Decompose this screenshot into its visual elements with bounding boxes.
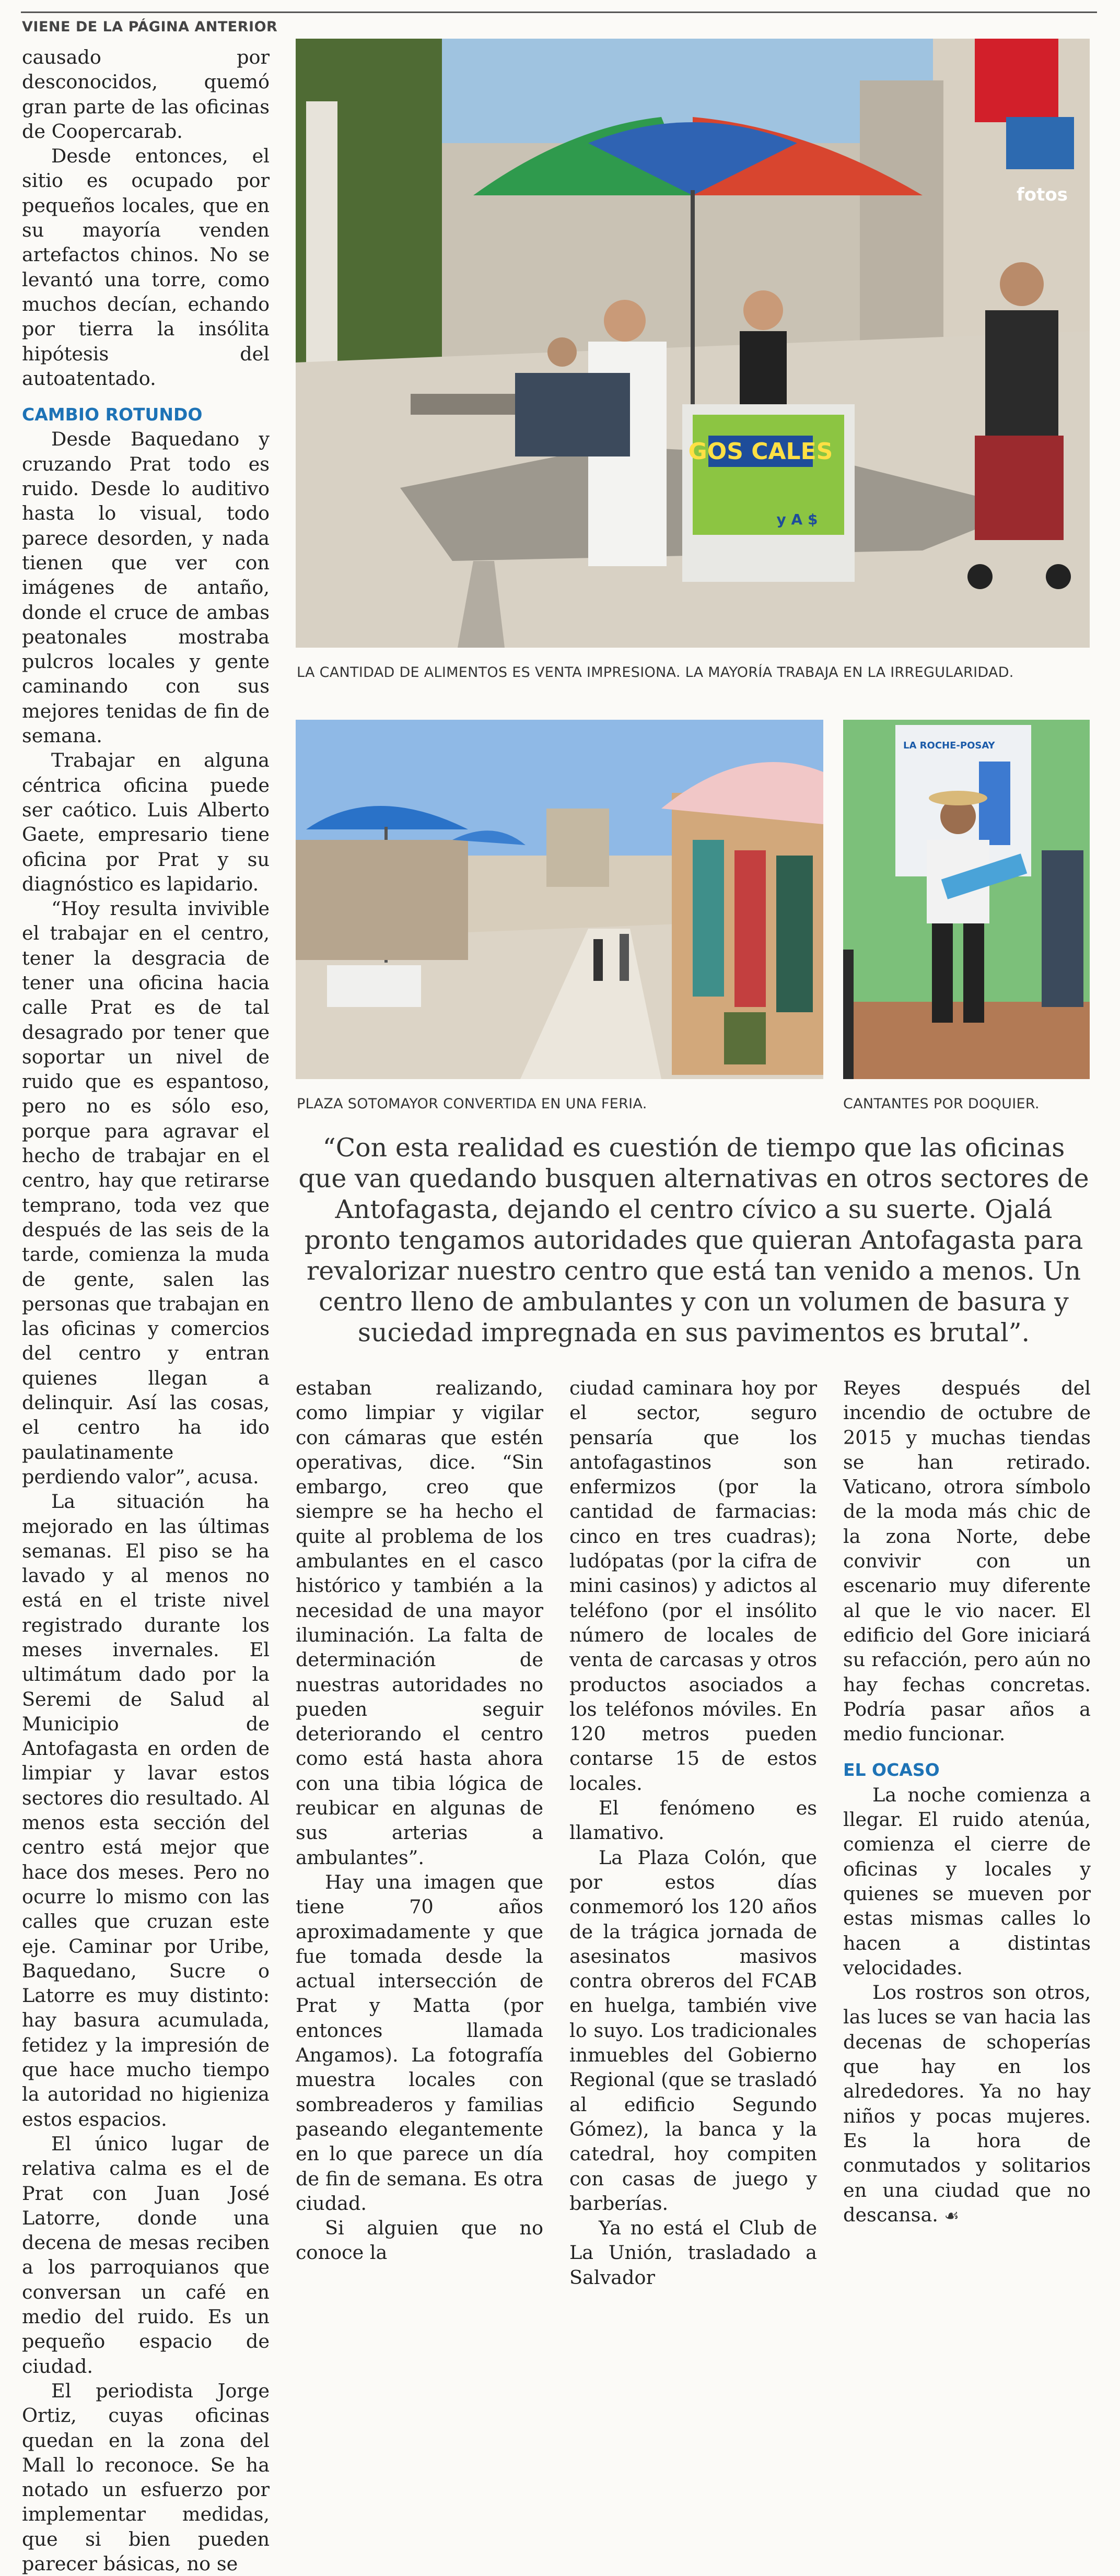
paragraph: El único lugar de relativa calma es el de Prat con Juan José Latorre, donde una decena de mesas reciben a los parroquianos que conversan un café en medio del ruido. Es un pequeño espacio de ciudad. — [22, 2132, 270, 2378]
paragraph: “Hoy resulta invivible el trabajar en el centro, tener la desgracia de tener una oficina hacia calle Prat es de tal desagrado por tener que soportar un nivel de ruido que es espantoso, pero no es sólo eso, porque para agravar el hecho de trabajar en el centro, hay que retirarse temprano, toda vez que después de las seis de la tarde, comienza la muda de gente, salen las personas que trabajan en las oficinas y comercios del centro y entran quienes llegan a delinquir. Así las cosas, el centro ha ido paulatinamente perdiendo valor”, acusa. — [22, 897, 270, 1488]
top-rule — [21, 11, 1097, 13]
cart-sign-text: GOS CALES — [688, 438, 833, 465]
plaza-sotomayor-photo — [296, 720, 823, 1079]
street-vendor-photo — [296, 39, 1090, 648]
article-column-2 — [296, 1376, 543, 2265]
photo-caption-singers: CANTANTES POR DOQUIER. — [843, 1096, 1040, 1112]
brand-text: LA ROCHE-POSAY — [903, 740, 995, 751]
paragraph — [843, 1980, 1091, 2228]
paragraph: El fenómeno es llamativo. — [569, 1797, 817, 1844]
article-column-3 — [569, 1376, 817, 2290]
paragraph: causado por desconocidos, quemó gran parte de las oficinas de Coopercarab. — [22, 46, 270, 143]
paragraph: Ya no está el Club de La Unión, trasladado a Salvador — [569, 2217, 817, 2289]
paragraph: ciudad caminara hoy por el sector, seguro pensaría que los antofagastinos son enfermizos (por la cantidad de farmacias: cinco en tres cuadras); ludópatas (por la cifra de mini casinos) y adictos al teléfono (por el insólito número de locales de venta de carcasas y otros productos asociados a los teléfonos móviles. En 120 metros pueden contarse 15 de estos locales. — [569, 1377, 817, 1795]
photo-caption-top: LA CANTIDAD DE ALIMENTOS ES VENTA IMPRESIONA. LA MAYORÍA TRABAJA EN LA IRREGULARIDAD. — [297, 664, 1014, 681]
shop-sign-text: fotos — [1017, 184, 1068, 205]
pull-quote: “Con esta realidad es cuestión de tiempo que las oficinas que van quedando busquen alternativas en otros sectores de Antofagasta, dejando el centro cívico a su suerte. Ojalá pronto tengamos autoridades que quieran Antofagasta para revalorizar nuestro centro que está tan venido a menos. Un centro lleno de ambulantes y con un volumen de basura y suciedad impregnada en sus pavimentos es brutal”. — [298, 1133, 1089, 1348]
paragraph: El periodista Jorge Ortiz, cuyas oficinas quedan en la zona del Mall lo reconoce. Se ha notado un esfuerzo por implementar medidas, que si bien pueden parecer básicas, no se — [22, 2379, 270, 2575]
paragraph: Desde entonces, el sitio es ocupado por pequeños locales, que en su mayoría venden artefactos chinos. No se levantó una torre, como muchos decían, echando por tierra la insólita hipótesis del autoatentado. — [22, 145, 270, 390]
section-heading: EL OCASO — [843, 1760, 940, 1781]
paragraph-text: Los rostros son otros, las luces se van hacia las decenas de schoperías que hay en los alrededores. Ya no hay niños y pocas mujeres. Es la hora de conmutados y solitarios en una ciudad que no descansa. — [843, 1981, 1091, 2226]
cart-small-text: y A $ — [776, 511, 818, 528]
paragraph: Reyes después del incendio de octubre de 2015 y muchas tiendas se han retirado. Vaticano, otrora símbolo de la moda más chic de la zona Norte, debe convivir con un escenario muy diferente al que le vio nacer. El edificio del Gore iniciará su refacción, pero aún no hay fechas concretas. Podría pasar años a medio funcionar. — [843, 1377, 1091, 1746]
end-of-article-icon: ☙ — [944, 2205, 960, 2226]
section-heading: CAMBIO ROTUNDO — [22, 404, 203, 425]
article-column-1 — [22, 45, 270, 2576]
paragraph: La noche comienza a llegar. El ruido atenúa, comienza el cierre de oficinas y locales y quienes se mueven por estas mismas calles lo hacen a distintas velocidades. — [843, 1783, 1091, 1979]
paragraph: Si alguien que no conoce la — [296, 2217, 543, 2264]
street-singer-photo — [843, 720, 1090, 1079]
paragraph: estaban realizando, como limpiar y vigilar con cámaras que estén operativas, dice. “Sin embargo, creo que siempre se ha hecho el quite al problema de los ambulantes en el casco histórico y también a la necesidad de una mayor iluminación. La falta de determinación de nuestras autoridades no pueden seguir deteriorando el centro como está hasta ahora con una tibia lógica de reubicar en algunas de sus arterias a ambulantes”. — [296, 1377, 543, 1869]
continued-from-label: VIENE DE LA PÁGINA ANTERIOR — [22, 19, 278, 35]
photo-caption-plaza: PLAZA SOTOMAYOR CONVERTIDA EN UNA FERIA. — [297, 1096, 647, 1112]
paragraph: Trabajar en alguna céntrica oficina puede ser caótico. Luis Alberto Gaete, empresario tiene oficina por Prat y su diagnóstico es lapidario. — [22, 749, 270, 895]
paragraph: Desde Baquedano y cruzando Prat todo es ruido. Desde lo auditivo hasta lo visual, todo parece desorden, y nada tienen que ver con imágenes de antaño, donde el cruce de ambas peatonales mostraba pulcros locales y gente caminando con sus mejores tenidas de fin de semana. — [22, 428, 270, 747]
article-column-4 — [843, 1376, 1091, 2228]
paragraph: La Plaza Colón, que por estos días conmemoró los 120 años de la trágica jornada de asesinatos masivos contra obreros del FCAB en huelga, también vive lo suyo. Los tradicionales inmuebles del Gobierno Regional (que se trasladó al edificio Segundo Gómez), la banca y la catedral, hoy compiten con casas de juego y barberías. — [569, 1846, 817, 2215]
paragraph: La situación ha mejorado en las últimas semanas. El piso se ha lavado y al menos no está en el triste nivel registrado durante los meses invernales. El ultimátum dado por la Seremi de Salud al Municipio de Antofagasta en orden de limpiar y lavar estos sectores dio resultado. Al menos esta sección del centro está mejor que hace dos meses. Pero no ocurre lo mismo con las calles que cruzan este eje. Caminar por Uribe, Baquedano, Sucre o Latorre es muy distinto: hay basura acumulada, fetidez y la impresión de que hace mucho tiempo la autoridad no higieniza estos espacios. — [22, 1490, 270, 2130]
paragraph: Hay una imagen que tiene 70 años aproximadamente y que fue tomada desde la actual intersección de Prat y Matta (por entonces llamada Angamos). La fotografía muestra locales con sombreaderos y familias paseando elegantemente en lo que parece un día de fin de semana. Es otra ciudad. — [296, 1870, 543, 2215]
